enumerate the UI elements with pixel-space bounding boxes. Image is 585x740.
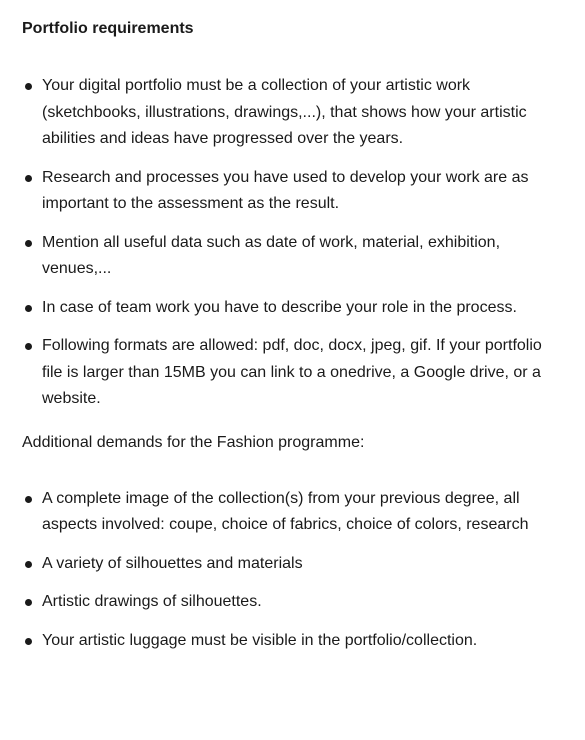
list-item — [22, 486, 552, 539]
list-item — [22, 295, 552, 322]
list-item-text: A variety of silhouettes and materials — [42, 554, 303, 572]
list-item-text: Artistic drawings of silhouettes. — [42, 593, 262, 610]
list-item — [22, 165, 552, 218]
bullet-icon — [25, 240, 32, 247]
fashion-demands-heading: Additional demands for the Fashion programme: — [22, 433, 365, 451]
list-item — [22, 628, 552, 655]
bullet-icon — [25, 305, 32, 312]
list-item-text: Following formats are allowed: pdf, doc, docx, jpeg, gif. If your portfolio file is larger than 15MB you can link to a onedrive, a Google drive, or a website. — [42, 337, 542, 407]
bullet-icon — [25, 343, 32, 350]
bullet-icon — [25, 561, 32, 568]
fashion-demands-list — [22, 486, 552, 655]
list-item-text: Mention all useful data such as date of work, material, exhibition, venues,... — [42, 233, 501, 277]
portfolio-requirements-heading: Portfolio requirements — [22, 20, 194, 37]
list-item — [22, 589, 552, 616]
bullet-icon — [25, 599, 32, 606]
list-item — [22, 230, 552, 283]
list-item-text: Your artistic luggage must be visible in the portfolio/collection. — [42, 631, 478, 649]
list-item — [22, 551, 552, 578]
list-item-text: A complete image of the collection(s) from your previous degree, all aspects involved: coupe, choice of fabrics, choice of colors, research — [42, 489, 529, 533]
portfolio-requirements-list — [22, 73, 552, 413]
list-item — [22, 73, 552, 153]
bullet-icon — [25, 496, 32, 503]
bullet-icon — [25, 638, 32, 645]
list-item-text: In case of team work you have to describe your role in the process. — [42, 298, 517, 316]
list-item — [22, 333, 552, 413]
bullet-icon — [25, 175, 32, 182]
list-item-text: Your digital portfolio must be a collection of your artistic work (sketchbooks, illustrations, drawings,...), that shows how your artistic abilities and ideas have progressed over the years. — [42, 77, 527, 147]
bullet-icon — [25, 83, 32, 90]
list-item-text: Research and processes you have used to develop your work are as important to the assessment as the result. — [42, 168, 529, 212]
